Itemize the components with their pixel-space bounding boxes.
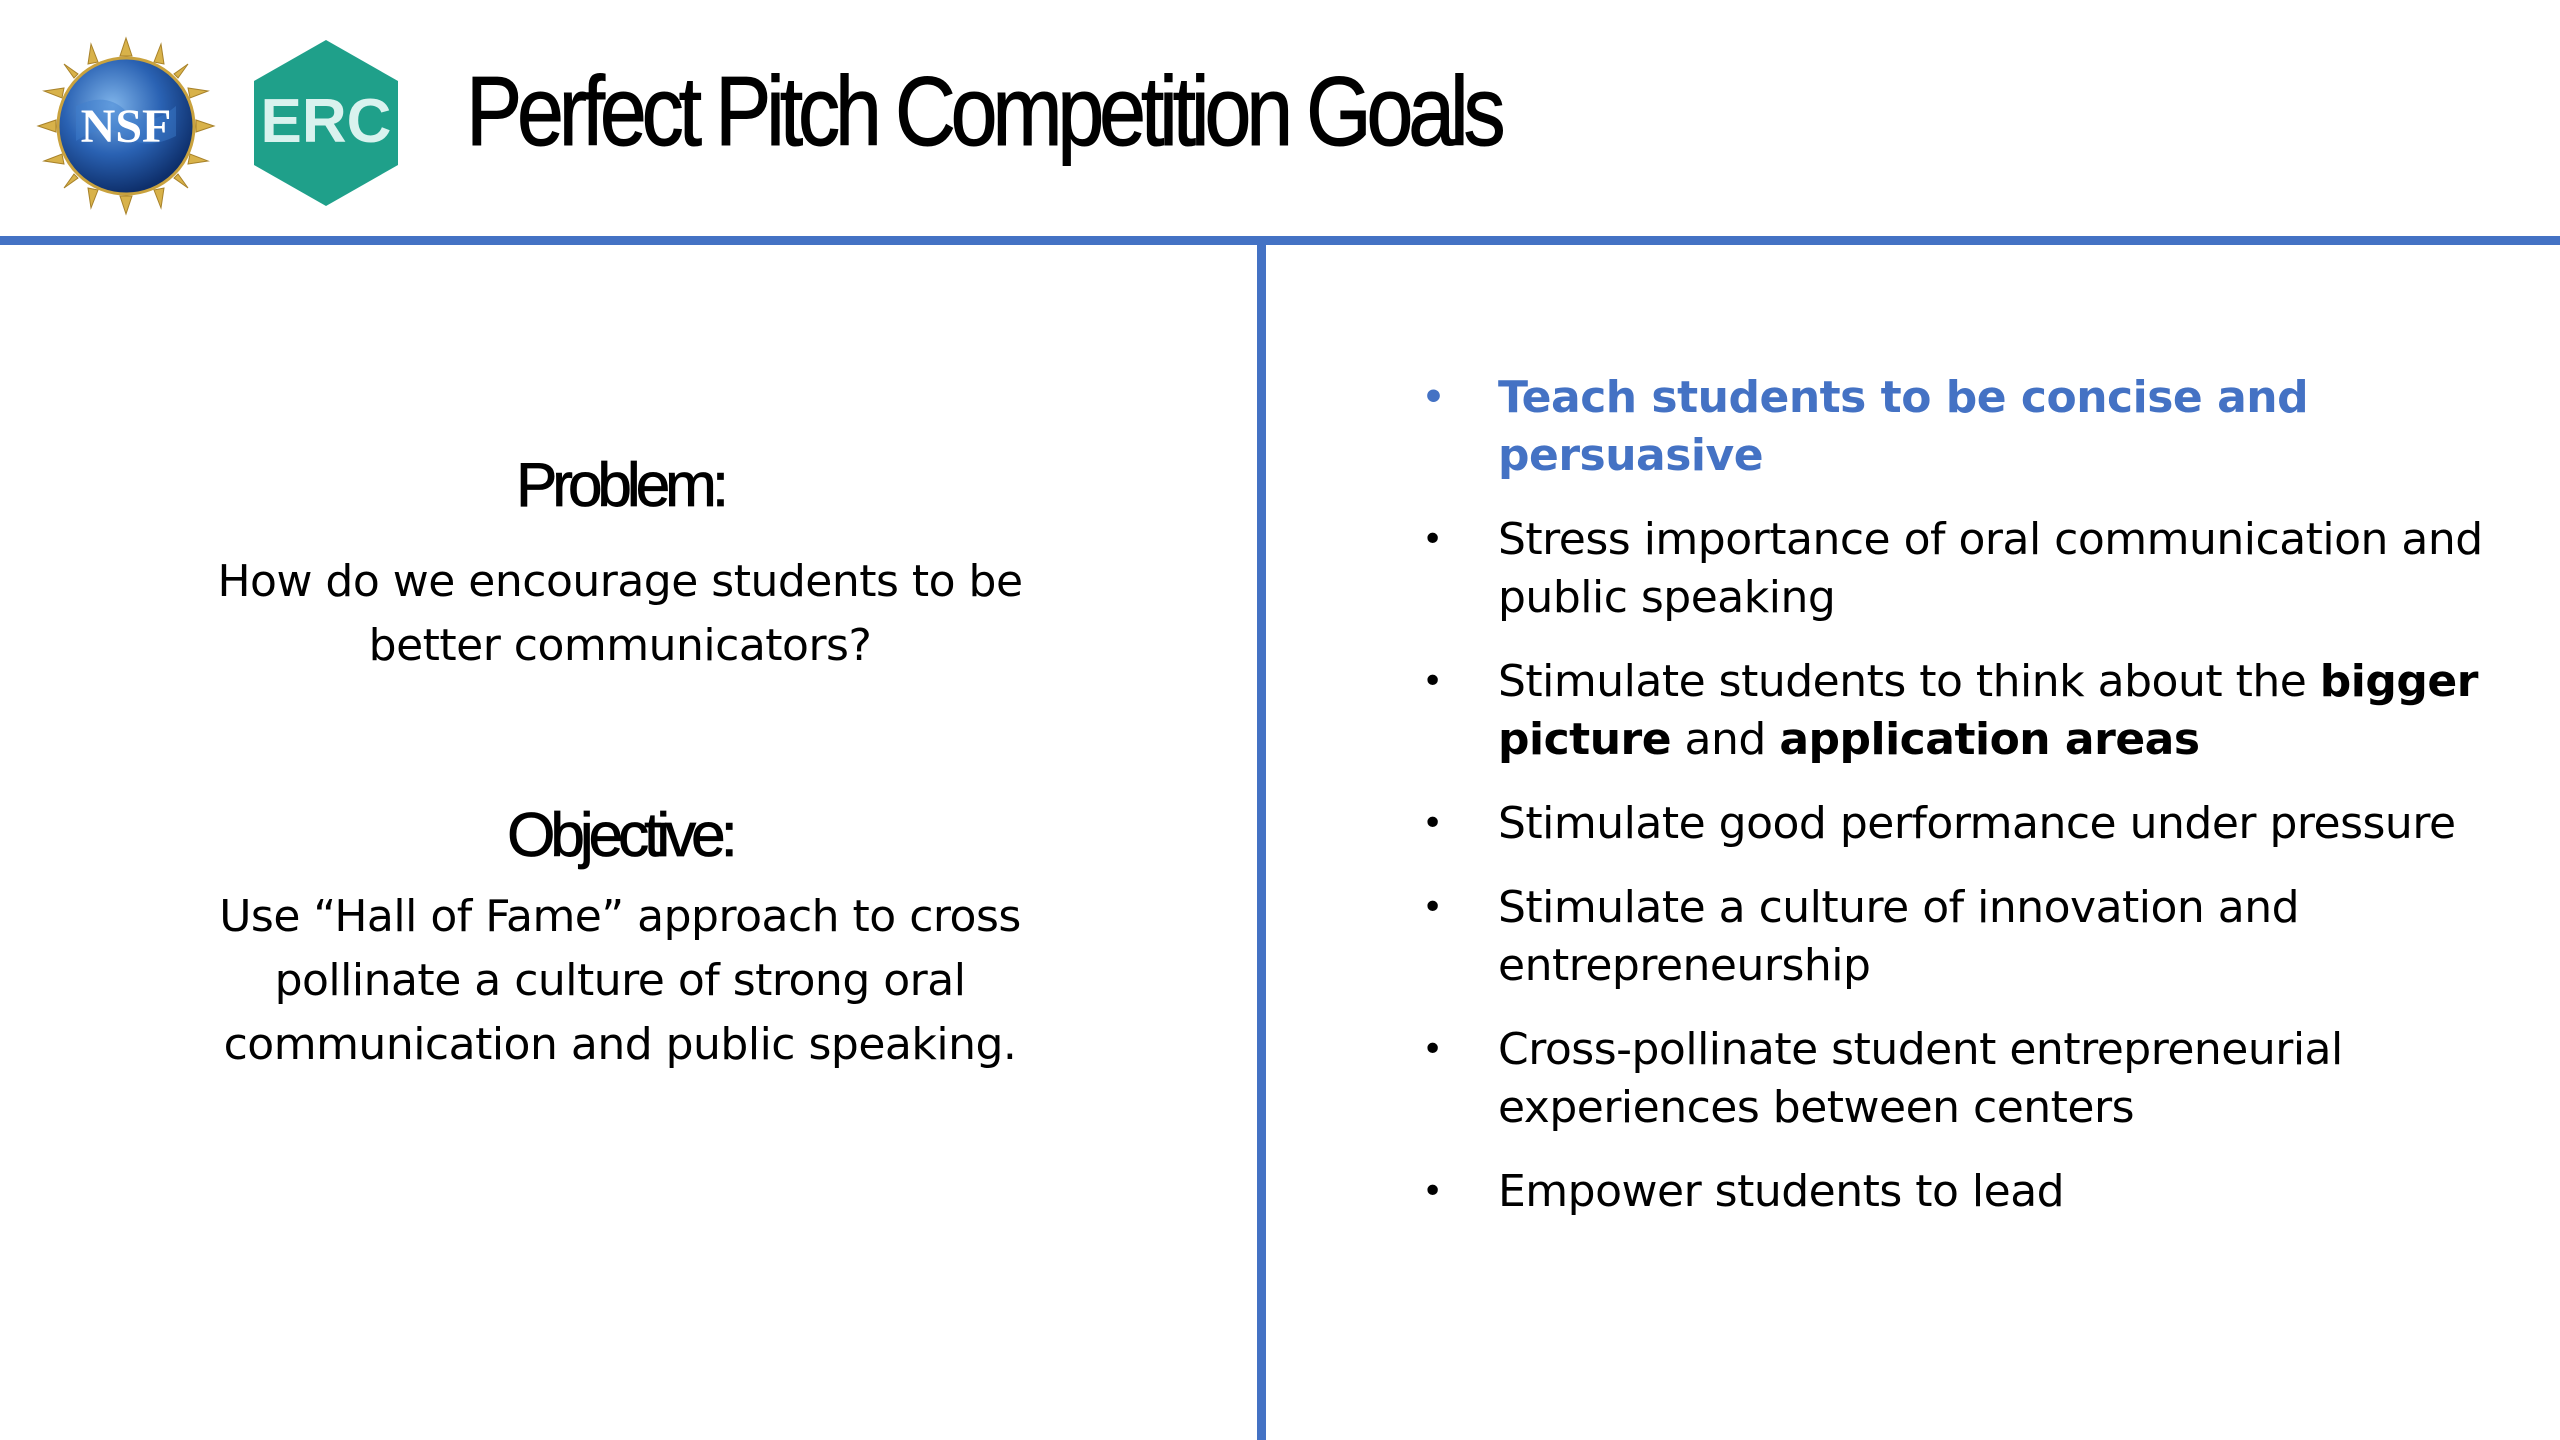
goal-item-bigger-picture bbox=[1266, 653, 2518, 769]
bullet-icon: • bbox=[1422, 1029, 1443, 1070]
goal-text: Cross-pollinate student entrepreneurial experiences between centers bbox=[1498, 1024, 2343, 1133]
goal-item-innovation bbox=[1266, 879, 2518, 995]
goal-text: Stimulate a culture of innovation and entrepreneurship bbox=[1498, 882, 2300, 991]
problem-text: How do we encourage students to be better communicators? bbox=[217, 556, 1023, 671]
goal-item-pressure bbox=[1266, 795, 2518, 853]
goal-item-empower bbox=[1266, 1163, 2518, 1221]
goals-list bbox=[1266, 369, 2560, 1247]
bullet-icon: • bbox=[1422, 887, 1443, 928]
header-divider bbox=[0, 236, 2560, 245]
goal-text: Teach students to be concise and persuasive bbox=[1498, 372, 2309, 481]
slide-header bbox=[0, 0, 2560, 236]
bullet-icon: • bbox=[1422, 377, 1445, 418]
goal-text: Stress importance of oral communication and public speaking bbox=[1498, 514, 2483, 623]
erc-logo bbox=[250, 38, 402, 208]
objective-heading: Objective: bbox=[507, 801, 733, 870]
objective-text: Use “Hall of Fame” approach to cross pollinate a culture of strong oral communication and public speaking. bbox=[219, 891, 1021, 1070]
goals-panel bbox=[1266, 245, 2560, 1440]
goal-emphasis-application-areas: application areas bbox=[1779, 714, 2200, 765]
bullet-icon: • bbox=[1422, 1171, 1443, 1212]
goal-text: Stimulate students to think about the bbox=[1498, 656, 2320, 707]
problem-heading: Problem: bbox=[515, 451, 725, 520]
nsf-logo-text: NSF bbox=[80, 100, 172, 153]
bullet-icon: • bbox=[1422, 803, 1443, 844]
erc-logo-text: ERC bbox=[260, 87, 392, 156]
column-divider bbox=[1257, 245, 1266, 1440]
bullet-icon: • bbox=[1422, 661, 1443, 702]
page-title: Perfect Pitch Competition Goals bbox=[466, 56, 1501, 166]
bullet-icon: • bbox=[1422, 519, 1443, 560]
goal-text-connector: and bbox=[1671, 714, 1780, 765]
goal-item-oral-communication bbox=[1266, 511, 2518, 627]
goal-item-concise bbox=[1266, 369, 2518, 485]
goal-emphasis-bigger-picture: bigger picture bbox=[1498, 656, 2478, 765]
goal-text: Stimulate good performance under pressure bbox=[1498, 798, 2456, 849]
goal-item-cross-pollinate bbox=[1266, 1021, 2518, 1137]
left-panel bbox=[0, 245, 1257, 1440]
goal-text: Empower students to lead bbox=[1498, 1166, 2065, 1217]
nsf-logo bbox=[36, 36, 216, 216]
